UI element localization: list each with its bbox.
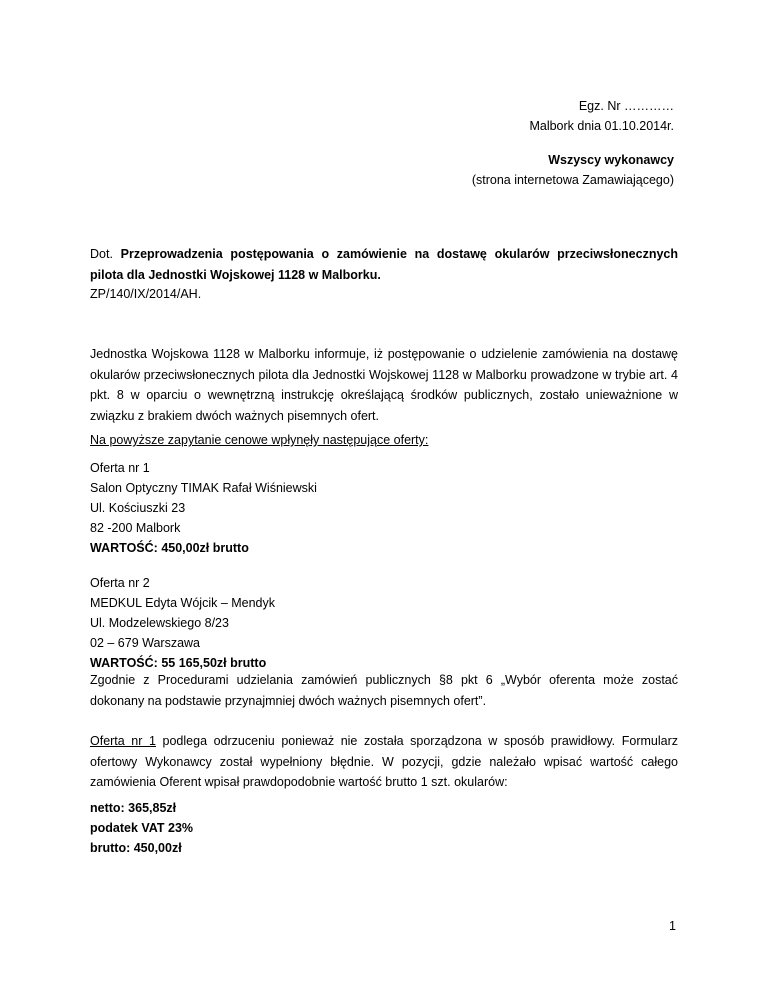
reference-number: ZP/140/IX/2014/AH. (90, 287, 202, 301)
offer-1-value-amount: 450,00zł brutto (161, 541, 249, 555)
offer-1-street: Ul. Kościuszki 23 (90, 501, 186, 515)
rejection-text: podlega odrzuceniu ponieważ nie została sporządzona w sposób prawidłowy. Formularz ofertowy Wykonawcy został wypełniony błędnie. W pozycji, gdzie należało wpisać wartość całego zamówienia Oferent wpisał prawdopodobnie wartość brutto 1 szt. okularów: (90, 734, 678, 789)
offer-1-value-label: WARTOŚĆ: (90, 541, 158, 555)
offer-2-value-amount: 55 165,50zł brutto (161, 656, 267, 670)
copy-number: Egz. Nr ………… (578, 99, 674, 113)
offer-1-city: 82 -200 Malbork (90, 521, 181, 535)
intro-paragraph: Jednostka Wojskowa 1128 w Malborku informuje, iż postępowanie o udzielenie zamówienia na dostawę okularów przeciwsłonecznych pilota dla Jednostki Wojskowej 1128 w Malborku prowadzone w trybie art. 4 pkt. 8 w oparciu o wewnętrzną instrukcję określającą środków publicznych, zostało unieważnione w związku z brakiem dwóch ważnych pisemnych ofert. (90, 347, 678, 423)
offer-1-name: Salon Optyczny TIMAK Rafał Wiśniewski (90, 481, 317, 495)
offer-1-value (90, 540, 249, 556)
place-date: Malbork dnia 01.10.2014r. (529, 119, 674, 133)
rejection-paragraph (90, 731, 678, 793)
offer-2-city: 02 – 679 Warszawa (90, 636, 201, 650)
netto-value: netto: 365,85zł (90, 801, 177, 815)
offer-1-number: Oferta nr 1 (90, 461, 150, 475)
offer-2-street: Ul. Modzelewskiego 8/23 (90, 616, 229, 630)
subject-prefix: Dot. (90, 247, 113, 261)
offers-heading: Na powyższe zapytanie cenowe wpłynęły następujące oferty: (90, 433, 429, 447)
procedure-paragraph: Zgodnie z Procedurami udzielania zamówień publicznych §8 pkt 6 „Wybór oferenta może zostać dokonany na podstawie przynajmniej dwóch ważnych pisemnych ofert”. (90, 673, 678, 708)
recipient: Wszyscy wykonawcy (548, 153, 674, 167)
recipient-note: (strona internetowa Zamawiającego) (471, 173, 674, 187)
subject-paragraph (90, 244, 678, 285)
offer-2-value (90, 655, 266, 671)
offer-2-value-label: WARTOŚĆ: (90, 656, 158, 670)
page-number: 1 (669, 919, 676, 933)
offer-2-name: MEDKUL Edyta Wójcik – Mendyk (90, 596, 276, 610)
brutto-value: brutto: 450,00zł (90, 841, 182, 855)
rejection-offer-ref: Oferta nr 1 (90, 734, 156, 748)
vat-value: podatek VAT 23% (90, 821, 194, 835)
offer-2-number: Oferta nr 2 (90, 576, 150, 590)
subject-title: Przeprowadzenia postępowania o zamówienie na dostawę okularów przeciwsłonecznych pilota dla Jednostki Wojskowej 1128 w Malborku. (90, 247, 678, 282)
